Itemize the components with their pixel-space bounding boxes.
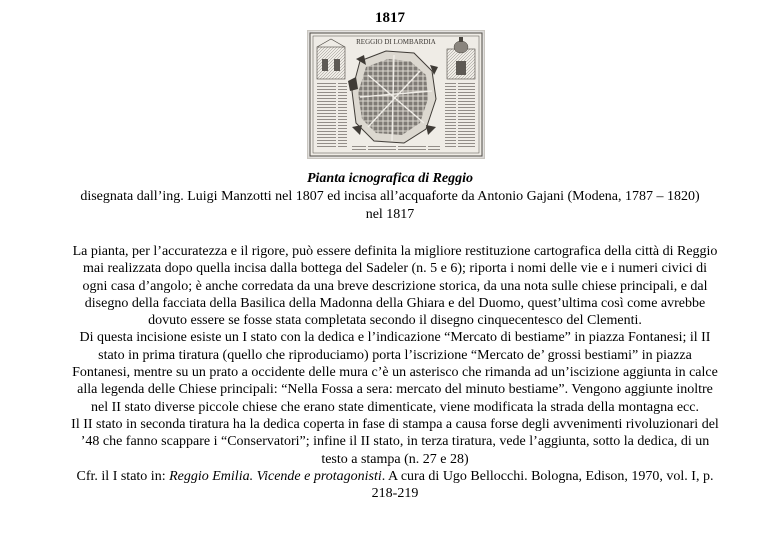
map-engraving-graphic — [308, 31, 484, 158]
caption-subtitle: disegnata dall’ing. Luigi Manzotti nel 1807 ed incisa all’acquaforte da Antonio Gajani (Modena, 1787 – 1820) nel 1817 — [80, 189, 700, 222]
reference-prefix: Cfr. il I stato in: — [76, 468, 170, 484]
map-title-engraved: REGGIO DI LOMBARDIA — [356, 38, 436, 46]
reference-details: . A cura di Ugo Bellocchi. Bologna, Edison, 1970, vol. I, p. 218-219 — [371, 468, 714, 502]
paragraph-description: La pianta, per l’accuratezza e il rigore, può essere definita la migliore restituzione cartografica della città di Reggio mai realizzata dopo quella incisa dalla bottega del Sadeler (n. 5 e 6); riporta i nomi delle vie e i numeri civici di ogni casa d’angolo; è anche corredata da una breve descrizione storica, da una nota sulle chiese principali, e dal disegno della facciata della Basilica della Madonna della Ghiara e del Duomo, quest’ultima così come avrebbe dovuto essere se fosse stata completata secondo il disegno cinquecentesco del Clementi. — [72, 244, 718, 329]
city-plan-drawing — [348, 51, 438, 143]
reference-book-title: Reggio Emilia. Vicende e protagonisti — [169, 468, 382, 484]
caption-title: Pianta icnografica di Reggio — [306, 171, 474, 186]
paragraph-second-state: Il II stato in seconda tiratura ha la dedica coperta in fase di stampa a causa forse degli avvenimenti rivoluzionari del ’48 che fanno scappare i “Conservatori”; infine il II stato, in terza tiratura, vede l’aggiunta, sotto la dedica, di un testo a stampa (n. 27 e 28) — [71, 416, 719, 467]
paragraph-first-state: Di questa incisione esiste un I stato con la dedica e l’indicazione “Mercato di bestiame” in piazza Fontanesi; il II stato in prima tiratura (quello che riproduciamo) porta l’iscrizione “Mercato de’ grossi bestiami” in piazza Fontanesi, mentre su un prato a occidente delle mura c’è un asterisco che rimanda ad un’iscizione aggiunta in calce alla legenda delle Chiese principali: “Nella Fossa a sera: mercato del minuto bestiame”. Vengono aggiunte inoltre nel II stato diverse piccole chiese che erano state dimenticate, viene modificata la strada della montagna ecc. — [72, 330, 718, 415]
historic-map-image — [307, 30, 485, 159]
page-year-heading: 1817 — [375, 10, 405, 26]
paragraph-reference — [70, 468, 720, 503]
description-body — [70, 243, 720, 502]
